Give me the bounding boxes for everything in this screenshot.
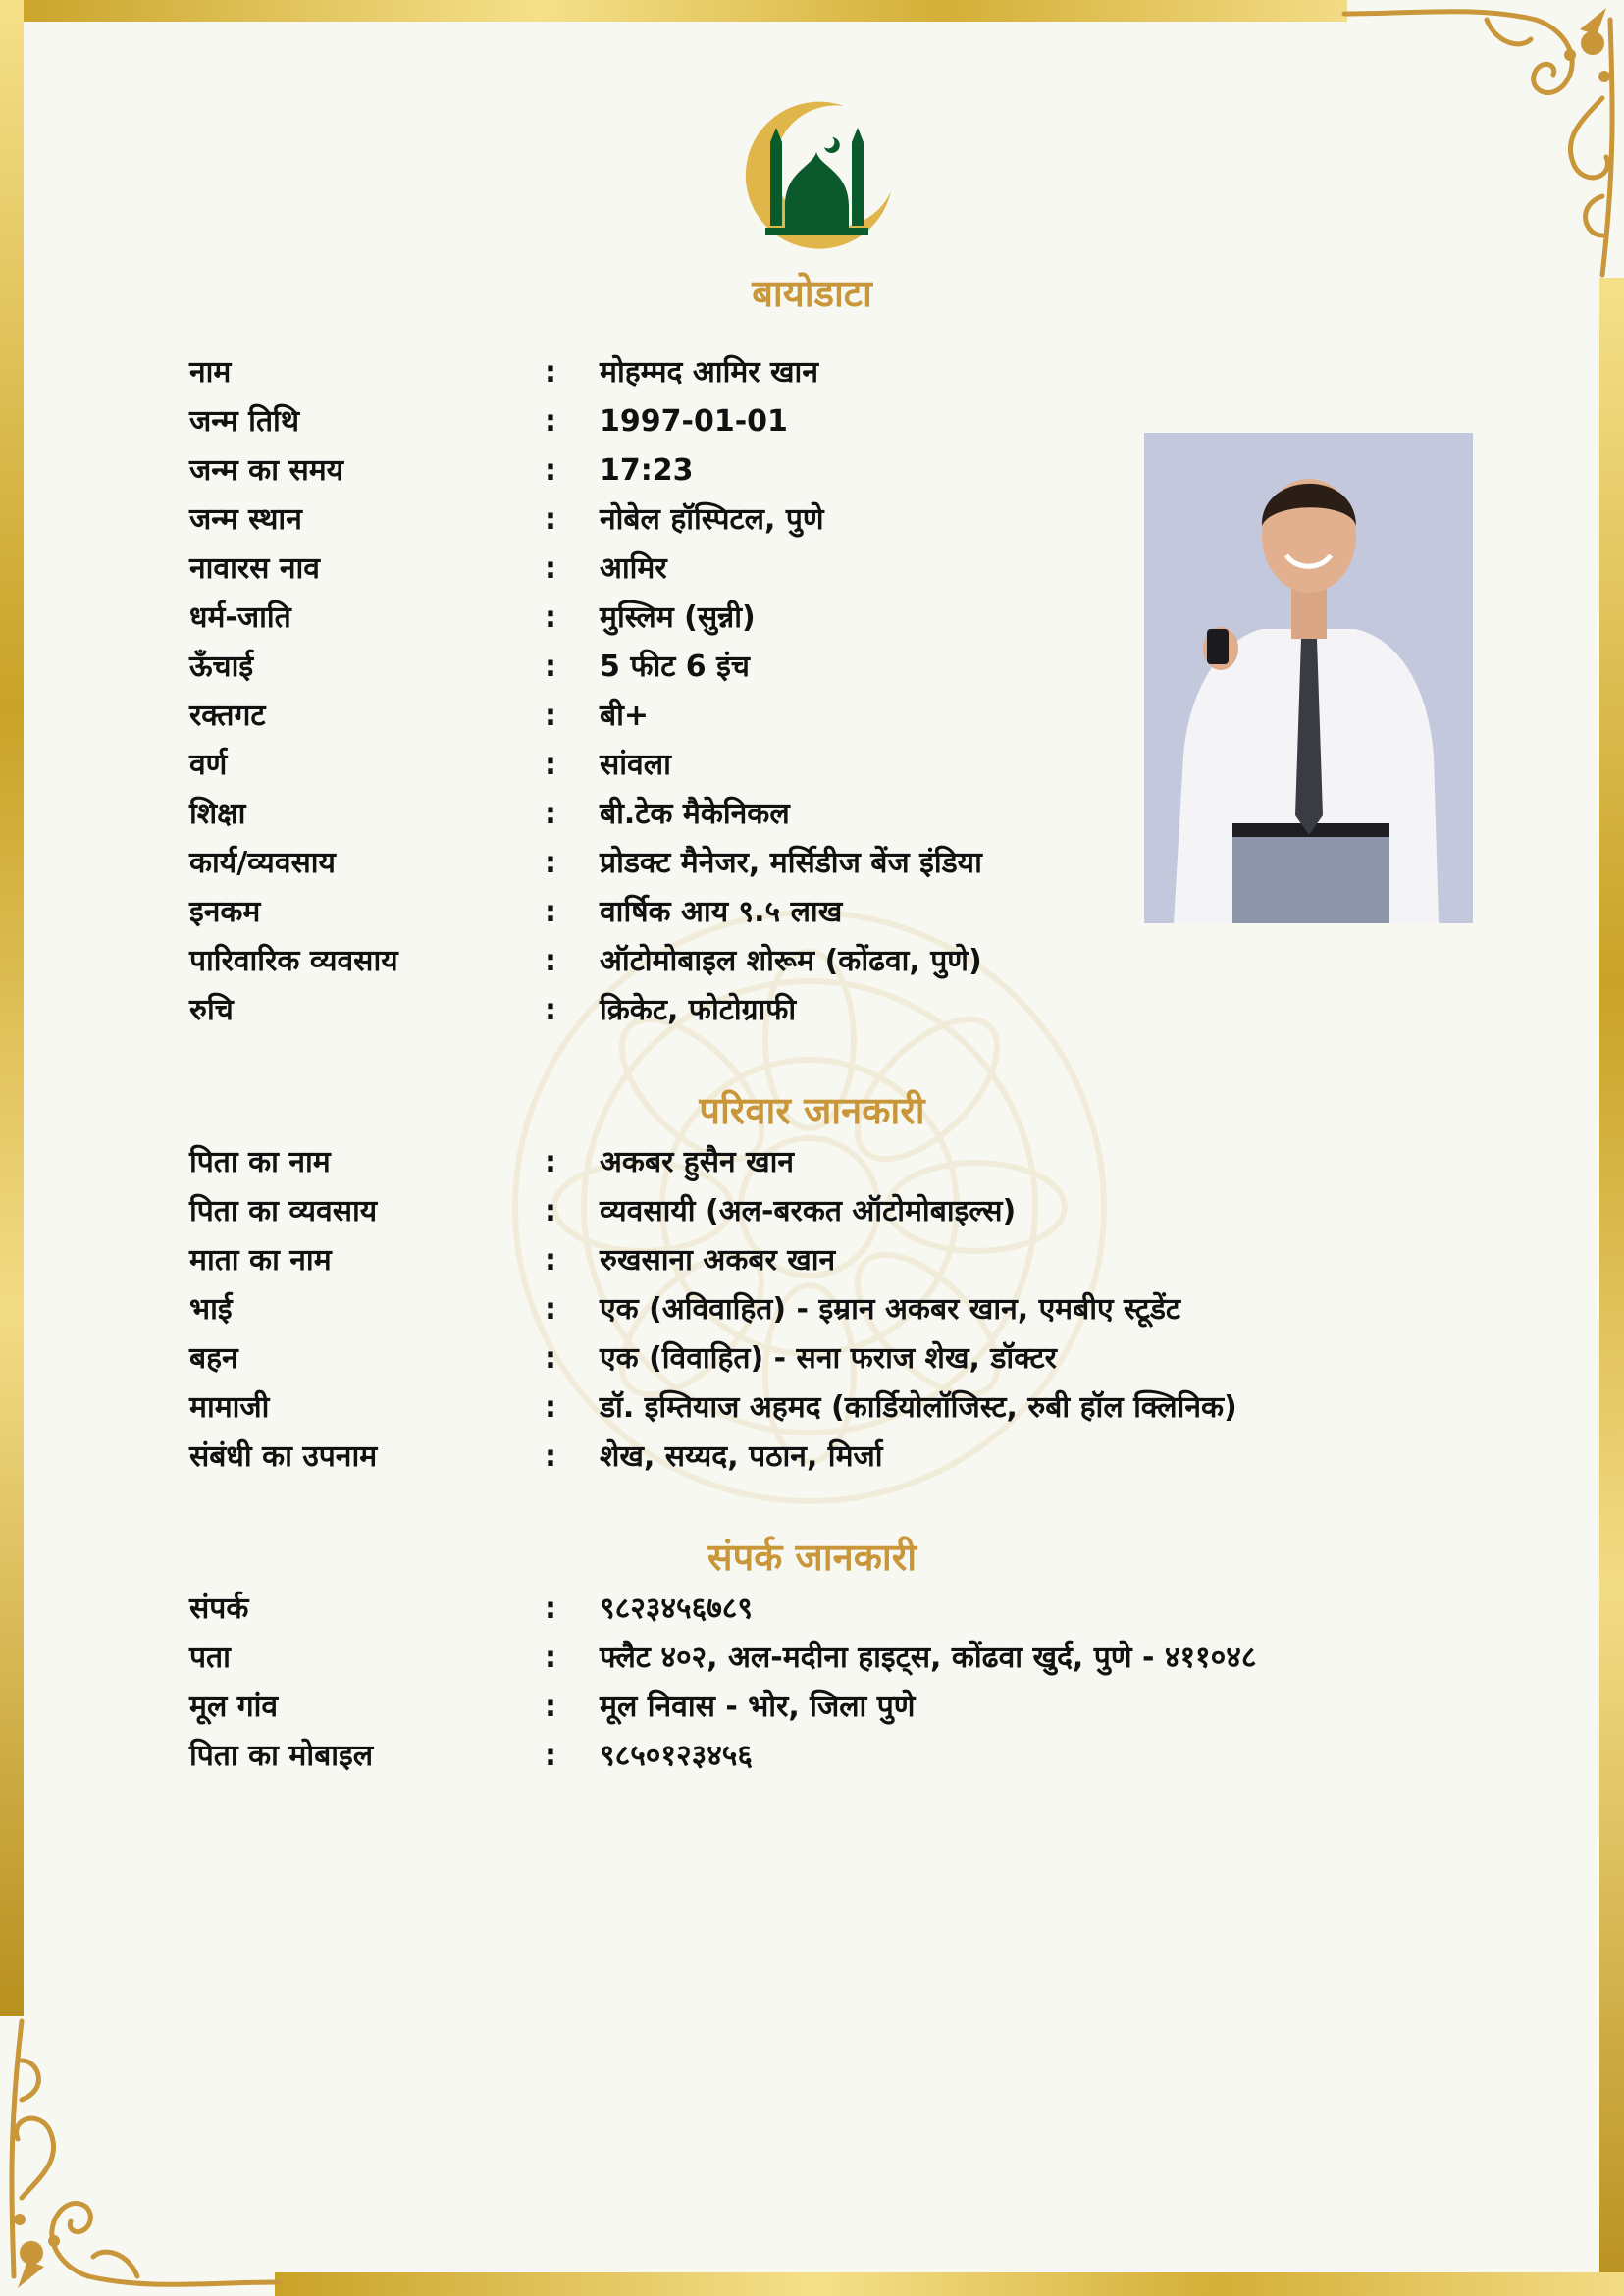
field-value: क्रिकेट, फोटोग्राफी [600, 993, 797, 1027]
contact-row [189, 1585, 1416, 1634]
field-value: डॉ. इम्तियाज अहमद (कार्डियोलॉजिस्ट, रुबी हॉल क्लिनिक) [600, 1390, 1237, 1425]
field-value: बी+ [600, 699, 650, 733]
field-label: संपर्क [189, 1592, 249, 1626]
separator: : [545, 944, 556, 978]
separator: : [545, 1739, 556, 1773]
separator: : [545, 797, 556, 831]
field-label: रक्तगट [189, 699, 266, 733]
separator: : [545, 1194, 556, 1228]
separator: : [545, 404, 556, 439]
separator: : [545, 1341, 556, 1376]
separator: : [545, 748, 556, 782]
separator: : [545, 1243, 556, 1278]
field-value: एक (अविवाहित) - इम्रान अकबर खान, एमबीए स्टूडेंट [600, 1292, 1181, 1327]
field-label: नावारस नाव [189, 551, 320, 586]
contact-row [189, 1634, 1416, 1683]
field-value: नोबेल हॉस्पिटल, पुणे [600, 502, 824, 537]
field-label: संबंधी का उपनाम [189, 1439, 378, 1474]
field-value: ९८५०१२३४५६ [600, 1739, 753, 1773]
family-row [189, 1138, 1416, 1187]
separator: : [545, 1690, 556, 1724]
field-value: मूल निवास - भोर, जिला पुणे [600, 1690, 916, 1724]
separator: : [545, 1592, 556, 1626]
separator: : [545, 993, 556, 1027]
field-value: मुस्लिम (सुन्नी) [600, 600, 756, 635]
field-label: ऊँचाई [189, 650, 254, 684]
border-right [1599, 278, 1624, 2296]
field-value: वार्षिक आय ९.५ लाख [600, 895, 843, 929]
field-label: जन्म का समय [189, 453, 344, 488]
field-value: ९८२३४५६७८९ [600, 1592, 753, 1626]
field-label: भाई [189, 1292, 233, 1327]
field-value: बी.टेक मैकेनिकल [600, 797, 790, 831]
field-label: नाम [189, 355, 232, 390]
field-value: अकबर हुसैन खान [600, 1145, 795, 1179]
personal-row [189, 348, 1416, 397]
field-value: मोहम्मद आमिर खान [600, 355, 818, 390]
field-label: पिता का नाम [189, 1145, 331, 1179]
field-value: 5 फीट 6 इंच [600, 650, 750, 684]
contact-row [189, 1732, 1416, 1781]
field-label: रुचि [189, 993, 234, 1027]
border-top [0, 0, 1347, 22]
personal-row [189, 986, 1416, 1035]
field-label: शिक्षा [189, 797, 246, 831]
field-label: माता का नाम [189, 1243, 332, 1278]
field-value: सांवला [600, 748, 671, 782]
field-label: बहन [189, 1341, 238, 1376]
separator: : [545, 502, 556, 537]
field-label: पता [189, 1641, 231, 1675]
field-value: एक (विवाहित) - सना फराज शेख, डॉक्टर [600, 1341, 1057, 1376]
separator: : [545, 600, 556, 635]
family-row [189, 1334, 1416, 1383]
field-value: प्रोडक्ट मैनेजर, मर्सिडीज बेंज इंडिया [600, 846, 982, 880]
separator: : [545, 895, 556, 929]
separator: : [545, 1145, 556, 1179]
field-label: जन्म स्थान [189, 502, 302, 537]
family-row [189, 1383, 1416, 1433]
family-row [189, 1187, 1416, 1236]
family-row [189, 1236, 1416, 1285]
separator: : [545, 650, 556, 684]
field-label: धर्म-जाति [189, 600, 291, 635]
field-label: मामाजी [189, 1390, 270, 1425]
corner-ornament-top-right [1339, 0, 1624, 285]
field-value: शेख, सय्यद, पठान, मिर्जा [600, 1439, 883, 1474]
separator: : [545, 551, 556, 586]
separator: : [545, 1292, 556, 1327]
field-label: पिता का मोबाइल [189, 1739, 374, 1773]
personal-row [189, 937, 1416, 986]
field-label: जन्म तिथि [189, 404, 299, 439]
field-value: ऑटोमोबाइल शोरूम (कोंढवा, पुणे) [600, 944, 982, 978]
separator: : [545, 846, 556, 880]
separator: : [545, 355, 556, 390]
field-value: 1997-01-01 [600, 404, 788, 439]
family-heading: परिवार जानकारी [699, 1089, 925, 1132]
separator: : [545, 453, 556, 488]
contact-heading: संपर्क जानकारी [707, 1536, 917, 1579]
field-label: पिता का व्यवसाय [189, 1194, 378, 1228]
page-title: बायोडाटा [752, 272, 872, 315]
field-label: इनकम [189, 895, 261, 929]
border-bottom [275, 2272, 1624, 2296]
field-label: वर्ण [189, 748, 228, 782]
family-row [189, 1285, 1416, 1334]
separator: : [545, 1439, 556, 1474]
field-label: मूल गांव [189, 1690, 279, 1724]
contact-row [189, 1683, 1416, 1732]
field-value: 17:23 [600, 453, 694, 488]
family-row [189, 1433, 1416, 1482]
field-label: कार्य/व्यवसाय [189, 846, 336, 880]
separator: : [545, 1641, 556, 1675]
profile-photo [1144, 433, 1473, 923]
field-label: पारिवारिक व्यवसाय [189, 944, 398, 978]
corner-ornament-bottom-left [0, 2011, 285, 2296]
field-value: आमिर [600, 551, 667, 586]
mosque-crescent-icon [726, 98, 898, 255]
separator: : [545, 1390, 556, 1425]
field-value: रुखसाना अकबर खान [600, 1243, 836, 1278]
field-value: फ्लैट ४०२, अल-मदीना हाइट्स, कोंढवा खुर्द, पुणे - ४११०४८ [600, 1641, 1257, 1675]
separator: : [545, 699, 556, 733]
field-value: व्यवसायी (अल-बरकत ऑटोमोबाइल्स) [600, 1194, 1017, 1228]
